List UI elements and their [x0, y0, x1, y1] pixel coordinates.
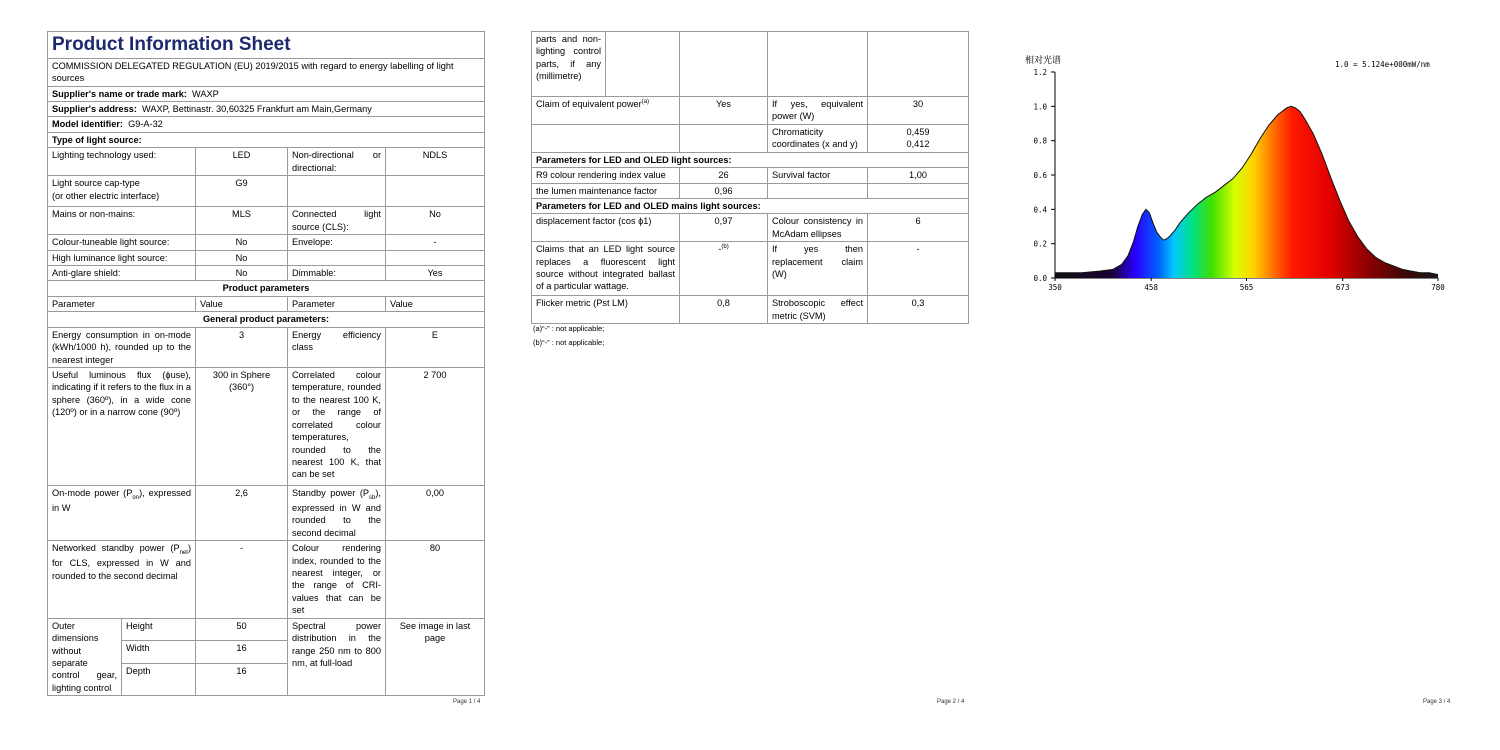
y-axis [1033, 68, 1055, 283]
dims-label: Outer dimensions without separate control gear, lighting control [48, 618, 122, 696]
spectrum-area [1055, 106, 1438, 278]
chart-title: 相对光谱 [1025, 56, 1062, 66]
address-row: Supplier's address: WAXP, Bettinastr. 30,60325 Frankfurt am Main,Germany [48, 102, 485, 117]
table-row: Depth 16 [48, 664, 485, 696]
table-row: Width 16 [48, 641, 485, 664]
supplier-row: Supplier's name or trade mark: WAXP [48, 86, 485, 101]
page-2 [531, 0, 968, 750]
table-row: Colour-tuneable light source: No Envelope: - [48, 235, 485, 250]
table-row: parts and non-lighting control parts, if any (millimetre) [532, 32, 969, 97]
y-tick-label: 0.4 [1033, 205, 1047, 215]
table-row: Claims that an LED light source replaces a fluorescent light source without integrated ballast of a particular wattage. -$^{(b)}$ If yes then replacement claim (W) - [532, 242, 969, 296]
page-number: Page 3 / 4 [1423, 699, 1451, 705]
type-heading: Type of light source: [48, 132, 485, 147]
led-heading: Parameters for LED and OLED light sources: [532, 152, 969, 167]
table-row: the lumen maintenance factor 0,96 [532, 183, 969, 198]
page-number: Page 1 / 4 [453, 699, 481, 705]
x-tick-label: 673 [1335, 283, 1350, 292]
spd-value: See image in last page [386, 618, 485, 696]
mains-heading: Parameters for LED and OLED mains light sources: [532, 198, 969, 213]
table-row: On-mode power $(P_{on})$, expressed in W 2,6 Standby power $(P_{sb})$, expressed in W and rounded to the second decimal 0,00 [48, 485, 485, 540]
x-tick-label: 350 [1048, 283, 1062, 292]
table-row: Light source cap-type (or other electric interface) G9 [48, 176, 485, 207]
table-row: Useful luminous flux (ϕuse), indicating if it refers to the flux in a sphere (360º), in a wide cone (120º) or in a narrow cone (90º) 300 in Sphere (360°) Correlated colour temperature, rounded to the nearest 100 K, or the range of correlated colour temperatures, rounded to the nearest 100 K, that can be set 2 700 [48, 367, 485, 485]
y-tick-label: 0.8 [1033, 136, 1047, 146]
table-row: Claim of equivalent power$^{(a)}$ Yes If yes, equivalent power (W) 30 [532, 97, 969, 125]
footnote-a: (a)“-” : not applicable; [533, 324, 605, 333]
x-axis [1048, 278, 1445, 292]
footnote-b: (b)“-” : not applicable; [533, 338, 605, 348]
table-row: Flicker metric (Pst LM) 0,8 Stroboscopic effect metric (SVM) 0,3 [532, 296, 969, 324]
regulation-text: COMMISSION DELEGATED REGULATION (EU) 2019/2015 with regard to energy labelling of light sources [48, 58, 485, 86]
table-row: Chromaticity coordinates (x and y) 0,459 0,412 [532, 124, 969, 152]
table-row: Energy consumption in on-mode (kWh/1000 h), rounded up to the nearest integer 3 Energy efficiency class E [48, 327, 485, 367]
y-tick-label: 1.2 [1033, 68, 1047, 77]
table-row: displacement factor (cos ϕ1) 0,97 Colour consistency in McAdam ellipses 6 [532, 214, 969, 242]
x-tick-label: 458 [1144, 283, 1158, 292]
y-tick-label: 0.6 [1033, 171, 1047, 180]
table-row: Outer dimensions without separate control gear, lighting control Height 50 Spectral power distribution in the range 250 nm to 800 nm, at full-load See image in last page [48, 618, 485, 641]
led-params-table [531, 31, 969, 324]
spectrum-chart [1005, 48, 1465, 308]
product-params-heading: Product parameters [48, 281, 485, 296]
page-3 [1005, 0, 1465, 750]
x-tick-label: 780 [1431, 283, 1445, 292]
chart-subtitle: 1.0 = 5.124e+000mW/nm [1335, 60, 1430, 69]
general-heading: General product parameters: [48, 312, 485, 327]
x-tick-label: 565 [1239, 283, 1254, 292]
table-row: R9 colour rendering index value 26 Survival factor 1,00 [532, 168, 969, 183]
column-header-row: Parameter Value Parameter Value [48, 296, 485, 311]
product-info-table [47, 31, 485, 696]
page-1 [47, 0, 484, 750]
page-title: Product Information Sheet [48, 32, 485, 59]
table-row: Networked standby power $(P_{net})$ for CLS, expressed in W and rounded to the second decimal - Colour rendering index, rounded to the nearest integer, or the range of CRI-values that can be set 80 [48, 541, 485, 619]
model-row: Model identifier: G9-A-32 [48, 117, 485, 132]
table-row: Mains or non-mains: MLS Connected light source (CLS): No [48, 207, 485, 235]
footnotes [533, 322, 604, 351]
table-row: High luminance light source: No [48, 250, 485, 265]
table-row: Lighting technology used: LED Non-directional or directional: NDLS [48, 148, 485, 176]
y-tick-label: 1.0 [1033, 102, 1047, 112]
page-number: Page 2 / 4 [937, 699, 965, 705]
y-tick-label: 0.2 [1033, 239, 1047, 249]
y-tick-label: 0.0 [1033, 274, 1047, 283]
spd-label: Spectral power distribution in the range 250 nm to 800 nm, at full-load [288, 618, 386, 696]
table-row: Anti-glare shield: No Dimmable: Yes [48, 266, 485, 281]
